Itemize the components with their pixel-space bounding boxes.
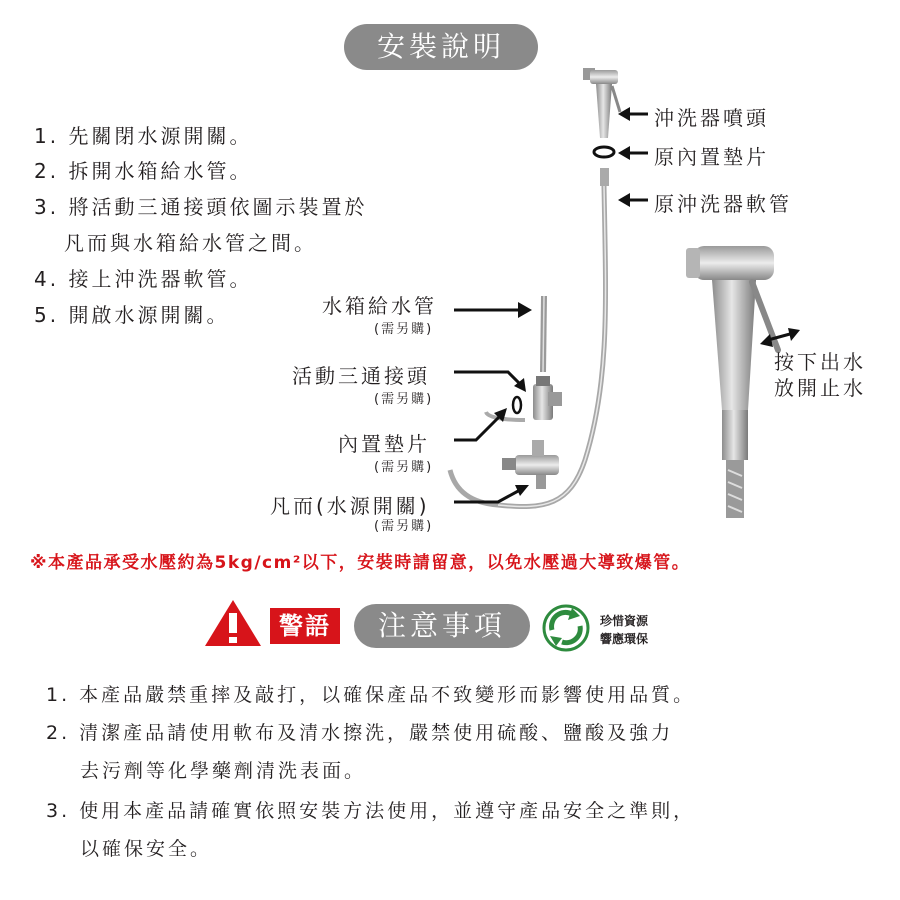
label-tee-joint: 活動三通接頭 [292, 364, 430, 388]
supply-pipe-image [543, 296, 544, 372]
recycle-line-2: 響應環保 [600, 632, 649, 646]
gasket-ring-image [594, 147, 614, 157]
caution-item-3: 3. 使用本產品請確實依照安裝方法使用，並遵守產品安全之準則， [46, 800, 696, 822]
label-valve-note: (需另購) [374, 519, 434, 534]
caution-item-2: 2. 清潔產品請使用軟布及清水擦洗，嚴禁使用硫酸、鹽酸及強力 [46, 722, 674, 744]
label-inner-gasket-note: (需另購) [374, 460, 434, 475]
recycle-logo-icon [544, 606, 588, 650]
install-step-3: 3. 將活動三通接頭依圖示裝置於 [34, 195, 368, 219]
sprayer-head-small-image [583, 68, 620, 138]
caution-item-2-cont: 去污劑等化學藥劑清洗表面。 [80, 760, 367, 782]
sprayer-large-image [686, 246, 778, 518]
install-step-5: 5. 開啟水源開關。 [34, 303, 230, 327]
label-valve: 凡而(水源開關) [270, 494, 430, 518]
warning-tag: 警語 [268, 606, 342, 646]
tee-joint-image [533, 376, 562, 420]
install-step-3-cont: 凡而與水箱給水管之間。 [64, 231, 317, 255]
label-sprayer-head: 沖洗器噴頭 [654, 106, 769, 130]
label-original-hose: 原沖洗器軟管 [654, 192, 792, 216]
label-release-stop: 放開止水 [774, 376, 866, 400]
label-tank-pipe-note: (需另購) [374, 322, 434, 337]
label-original-gasket: 原內置墊片 [654, 145, 769, 169]
label-press-water: 按下出水 [774, 350, 866, 374]
caution-title: 注意事項 [354, 604, 530, 648]
valve-image [502, 440, 559, 489]
caution-item-1: 1. 本產品嚴禁重摔及敲打，以確保產品不致變形而影響使用品質。 [46, 684, 696, 706]
install-step-2: 2. 拆開水箱給水管。 [34, 159, 253, 183]
install-step-1: 1. 先關閉水源開關。 [34, 124, 253, 148]
caution-item-3-cont: 以確保安全。 [80, 838, 213, 860]
install-step-4: 4. 接上沖洗器軟管。 [34, 267, 253, 291]
label-inner-gasket: 內置墊片 [338, 432, 430, 456]
label-tee-joint-note: (需另購) [374, 392, 434, 407]
label-tank-pipe: 水箱給水管 [322, 294, 437, 318]
recycle-line-1: 珍惜資源 [600, 614, 649, 628]
warning-triangle-icon [205, 600, 261, 646]
install-title: 安裝說明 [344, 24, 538, 70]
pressure-warning: ※本產品承受水壓約為5kg/cm²以下，安裝時請留意，以免水壓過大導致爆管。 [30, 553, 691, 573]
